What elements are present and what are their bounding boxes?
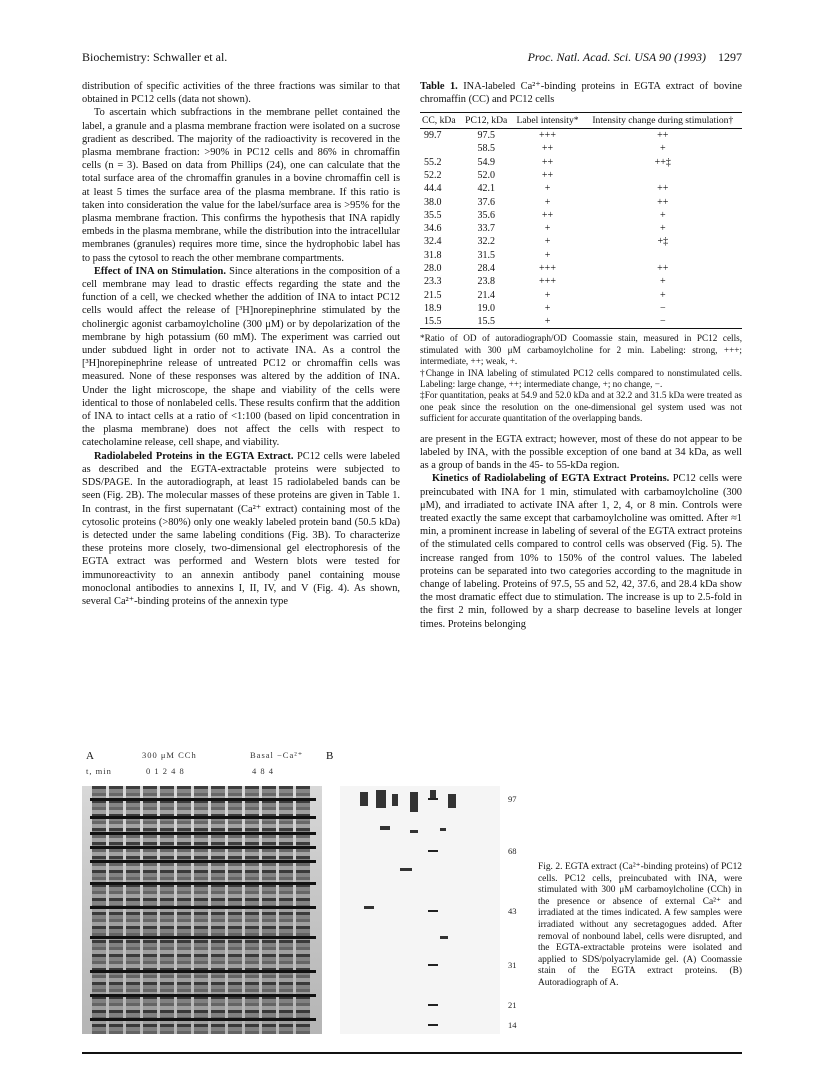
autorad-band xyxy=(364,906,374,909)
figure-2 xyxy=(82,750,742,1035)
table-row xyxy=(420,275,742,288)
table-cell: +++ xyxy=(539,263,556,275)
section-run-head: Radiolabeled Proteins in the EGTA Extract. xyxy=(94,450,294,462)
basal-label: Basal −Ca²⁺ xyxy=(250,750,304,760)
table-cell: + xyxy=(544,183,551,195)
table-cell: + xyxy=(544,249,551,261)
table-cell: +++ xyxy=(539,130,556,142)
figure-caption: Fig. 2. EGTA extract (Ca²⁺-binding proteins) of PC12 cells. PC12 cells, preincubated with INA, were stimulated with 300 μM carbamoylcholine (CCh) in the presence or absence of external Ca²⁺ and irradiated at the times indicated. A few samples were irradiated without any secretagogues added. After removal of nonbound label, cells were disrupted, and the EGTA-extractable proteins were isolated and applied to SDS/polyacrylamide gel. (A) Coomassie stain of the EGTA extract proteins. (B) Autoradiograph of A. xyxy=(538,862,742,988)
table-row xyxy=(420,222,742,235)
paragraph: are present in the EGTA extract; however, most of these do not appear to be labeled by INA, with the possible exception of one band at 34 kDa, as well as a group of bands in the 45- to 55-kDa region. xyxy=(420,433,742,472)
table-row xyxy=(420,169,742,182)
paragraph xyxy=(82,450,400,608)
autoradiograph-gel xyxy=(340,786,500,1034)
marker-tick xyxy=(428,850,438,852)
footnote: *Ratio of OD of autoradiograph/OD Coomassie stain, measured in PC12 cells, stimulated with 300 μM carbamoylcholine for 2 min. Labeling: strong, +++; intermediate, ++; weak, +. xyxy=(420,333,742,367)
marker-tick xyxy=(428,798,438,800)
table-cell: 52.2 xyxy=(424,169,442,181)
marker-tick xyxy=(428,1004,438,1006)
time-values-basal: 4 8 4 xyxy=(252,766,274,776)
gel-band xyxy=(90,994,316,997)
section-run-head: Effect of INA on Stimulation. xyxy=(94,265,226,277)
autorad-band xyxy=(410,830,418,833)
table-cell: ++ xyxy=(657,196,669,208)
journal-citation: Proc. Natl. Acad. Sci. USA 90 (1993) xyxy=(527,50,706,64)
table-cell: 58.5 xyxy=(477,143,495,155)
table-row xyxy=(420,129,742,143)
header-label-intensity: Label intensity* xyxy=(511,113,583,129)
table-cell: + xyxy=(659,209,666,221)
table-cell: 31.8 xyxy=(424,249,442,261)
table-cell: 32.2 xyxy=(477,236,495,248)
marker-label: 97 xyxy=(508,794,517,804)
gel-band xyxy=(90,832,316,835)
gel-band xyxy=(90,846,316,849)
table-header-row xyxy=(420,113,742,129)
paragraph: To ascertain which subfractions in the membrane pellet contained the label, a granule and a plasma membrane fraction were isolated on a sucrose gradient as described. The majority of the radioactivity is recovered in the plasma membrane fraction: >90% in PC12 cells and 86% in chromaffin cells (n = 3). Based on data from Phillips (24), one can calculate that the total surface area of the chromaffin granules in a bovine chromaffin cell is at least 5 times the surface area of the plasma membrane. If this ratio is taken into consideration the value for the label/surface area is >95% for the plasma membrane fraction. This confirms the hypothesis that INA rapidly embeds in the plasma membrane, while the distribution into the intracellular membranes (granules) requires more time, since the hydrophobic label has to pass the cytosol to reach the other membrane compartments. xyxy=(82,107,400,264)
table-cell: 52.0 xyxy=(477,169,495,181)
table-1 xyxy=(420,112,742,329)
table-cell: + xyxy=(544,236,551,248)
paragraph xyxy=(420,472,742,630)
table-row xyxy=(420,315,742,329)
table-row xyxy=(420,142,742,155)
table-row xyxy=(420,289,742,302)
table-cell: 31.5 xyxy=(477,249,495,261)
time-values-cch: 0 1 2 4 8 xyxy=(146,766,185,776)
table-cell: ++ xyxy=(541,156,554,168)
gel-band xyxy=(90,1018,316,1021)
table-cell: 97.5 xyxy=(477,130,495,142)
page-number: 1297 xyxy=(718,50,742,64)
table-cell: 54.9 xyxy=(477,156,495,168)
table-row xyxy=(420,209,742,222)
table-cell: + xyxy=(544,289,551,301)
marker-tick xyxy=(428,910,438,912)
table-cell: + xyxy=(511,315,583,329)
header-intensity-change: Intensity change during stimulation† xyxy=(584,113,742,129)
table-cell: 23.8 xyxy=(477,276,495,288)
table-cell: 32.4 xyxy=(424,236,442,248)
table-row xyxy=(420,249,742,262)
marker-label: 68 xyxy=(508,846,517,856)
table-cell: 15.5 xyxy=(461,315,511,329)
autorad-band xyxy=(448,794,456,808)
autorad-band xyxy=(400,868,412,871)
table-cell: ++ xyxy=(657,263,669,275)
table-cell: 21.5 xyxy=(424,289,442,301)
autorad-band xyxy=(380,826,390,830)
table-cell: 28.0 xyxy=(424,263,442,275)
table-cell xyxy=(584,169,742,182)
table-cell xyxy=(584,249,742,262)
autorad-band xyxy=(392,794,398,806)
table-cell: ++ xyxy=(541,209,554,221)
page-header xyxy=(82,50,742,70)
table-row xyxy=(420,235,742,248)
table-cell: ++ xyxy=(541,143,554,155)
autorad-band xyxy=(376,790,386,808)
gel-band xyxy=(90,882,316,885)
table-cell: + xyxy=(544,223,551,235)
table-cell: + xyxy=(659,143,666,155)
table-cell: + xyxy=(659,276,666,288)
table-cell: ++ xyxy=(541,169,554,181)
gel-band xyxy=(90,970,316,973)
table-cell: − xyxy=(659,302,666,314)
panel-a-label: A xyxy=(86,750,94,762)
marker-label: 31 xyxy=(508,960,517,970)
paragraph: distribution of specific activities of the three fractions was similar to that obtained in PC12 cells (data not shown). xyxy=(82,81,400,106)
table-cell: + xyxy=(544,302,551,314)
cch-label: 300 μM CCh xyxy=(142,750,197,760)
header-cc: CC, kDa xyxy=(420,113,461,129)
autorad-band xyxy=(440,936,448,939)
gel-band xyxy=(90,798,316,801)
table-cell: 21.4 xyxy=(477,289,495,301)
table-label: Table 1. xyxy=(420,81,458,92)
table-cell: 28.4 xyxy=(477,263,495,275)
autorad-band xyxy=(410,792,418,812)
table-cell: 37.6 xyxy=(477,196,495,208)
table-cell: 18.9 xyxy=(424,302,442,314)
table-cell xyxy=(420,142,461,155)
section-run-head: Kinetics of Radiolabeling of EGTA Extract Proteins. xyxy=(432,473,670,485)
table-cell: 23.3 xyxy=(424,276,442,288)
table-cell: 38.0 xyxy=(424,196,442,208)
footnote: ‡For quantitation, peaks at 54.9 and 52.0 kDa and at 32.2 and 31.5 kDa were treated as one peak since the resolution on the one-dimensional gel system used was not sufficient for accurate quantitation of the overlapping bands. xyxy=(420,390,742,424)
gel-band xyxy=(90,906,316,909)
table-body xyxy=(420,129,742,329)
table-cell: + xyxy=(544,196,551,208)
time-label: t, min xyxy=(86,766,112,776)
gel-band xyxy=(90,936,316,939)
table-cell: 44.4 xyxy=(424,183,442,195)
paragraph xyxy=(82,265,400,450)
table-caption xyxy=(420,80,742,106)
footnote: †Change in INA labeling of stimulated PC12 cells compared to nonstimulated cells. Labeling: large change, ++; intermediate change, +; no change, −. xyxy=(420,367,742,390)
table-row xyxy=(420,182,742,195)
marker-label: 14 xyxy=(508,1020,517,1030)
table-cell: +++ xyxy=(539,276,556,288)
paragraph-text: PC12 cells were labeled as described and the EGTA-extractable proteins were subjected to SDS/PAGE. In the autoradiograph, at least 15 radiolabeled bands can be seen (Fig. 2B). The molecular masses of these proteins are given in Table 1. In contrast, in the first supernatant (Ca²⁺ extract) containing most of the cytosolic proteins (>80%) only one weakly labeled protein band (50.5 kDa) is detected under the same labeling conditions (Fig. 3B). To characterize these proteins more closely, two-dimensional gel electrophoresis of the EGTA extract was performed and Western blots were tested for immunoreactivity to an annexin antibody panel containing mouse monoclonal antibodies to annexins I, II, IV, and V (Fig. 4). As shown, several Ca²⁺-binding proteins of the annexin type xyxy=(82,450,400,607)
header-pc12: PC12, kDa xyxy=(461,113,511,129)
right-body-text xyxy=(420,433,742,631)
table-row xyxy=(420,262,742,275)
marker-label: 21 xyxy=(508,1000,517,1010)
bottom-rule xyxy=(82,1052,742,1054)
table-cell: + xyxy=(659,223,666,235)
marker-label: 43 xyxy=(508,906,517,916)
table-cell: 35.5 xyxy=(424,209,442,221)
table-cell: +‡ xyxy=(657,236,669,248)
left-column xyxy=(82,80,400,608)
table-cell: ++ xyxy=(657,130,669,142)
table-cell: 19.0 xyxy=(477,302,495,314)
table-row xyxy=(420,302,742,315)
paragraph-text: Since alterations in the composition of a cell membrane may lead to drastic effects regarding the state and the function of a cell, we checked whether the addition of INA to intact PC12 cells would affect the release of [³H]norepinephrine stimulated by the cholinergic agonist carbamoylcholine (300 μM) or by depolarization of the membrane by high potassium (60 mM). The experiment was carried out under subdued light in order not to activate INA. As a control the [³H]norepinephrine release of untreated PC12 or chromaffin cells was measured. None of these responses was altered by the addition of INA. Under the light microscope, the shape and viability of the cells were identical to those of nonlabeled cells. These results confirm that the addition of INA to intact cells at a ratio of <1:100 (based on lipid concentration in the plasma membrane) does not affect the cells with respect to catecholamine release, cell shape, and viability. xyxy=(82,265,400,449)
table-cell: 34.6 xyxy=(424,223,442,235)
marker-tick xyxy=(428,964,438,966)
right-column xyxy=(420,80,742,631)
table-cell: 99.7 xyxy=(424,130,442,142)
coomassie-gel xyxy=(82,786,322,1034)
table-cell: 42.1 xyxy=(477,183,495,195)
table-row xyxy=(420,195,742,208)
table-cell: ++ xyxy=(657,183,669,195)
gel-band xyxy=(90,816,316,819)
table-cell: 33.7 xyxy=(477,223,495,235)
table-cell: − xyxy=(584,315,742,329)
marker-tick xyxy=(428,1024,438,1026)
running-head-journal xyxy=(528,50,742,65)
table-footnotes xyxy=(420,333,742,424)
table-cell: + xyxy=(659,289,666,301)
autorad-band xyxy=(360,792,368,806)
table-cell: 15.5 xyxy=(420,315,461,329)
table-row xyxy=(420,156,742,169)
table-cell: 35.6 xyxy=(477,209,495,221)
paragraph-text: PC12 cells were preincubated with INA for 1 min, stimulated with carbamoylcholine (300 μM), and irradiated to activate INA after 1, 2, 4, or 8 min. Controls were treated exactly the same except that carbamoylcholine was omitted. After ≈1 min, a prominent increase in labeling of several of the EGTA extract proteins of the stimulated cells compared to control cells was observed (Fig. 5). The increase ranged from 10% to 150% of the control values. The labeled proteins can be separated into two categories according to the magnitude in change of labeling. Proteins of 97.5, 55 and 52, 42, 37.6, and 28.4 kDa show the most dramatic effect due to stimulation. The increase is up to 2.5-fold in the first 2 min, followed by a sharp decrease to baseline levels at longer times. Proteins belonging xyxy=(420,473,742,630)
table-cell: 55.2 xyxy=(424,156,442,168)
table-caption-text: INA-labeled Ca²⁺-binding proteins in EGTA extract of bovine chromaffin (CC) and PC12 cells xyxy=(420,81,742,105)
panel-b-label: B xyxy=(326,750,334,762)
autorad-band xyxy=(440,828,446,831)
running-head-authors: Biochemistry: Schwaller et al. xyxy=(82,50,228,64)
gel-band xyxy=(90,860,316,863)
table-cell: ++‡ xyxy=(654,156,671,168)
